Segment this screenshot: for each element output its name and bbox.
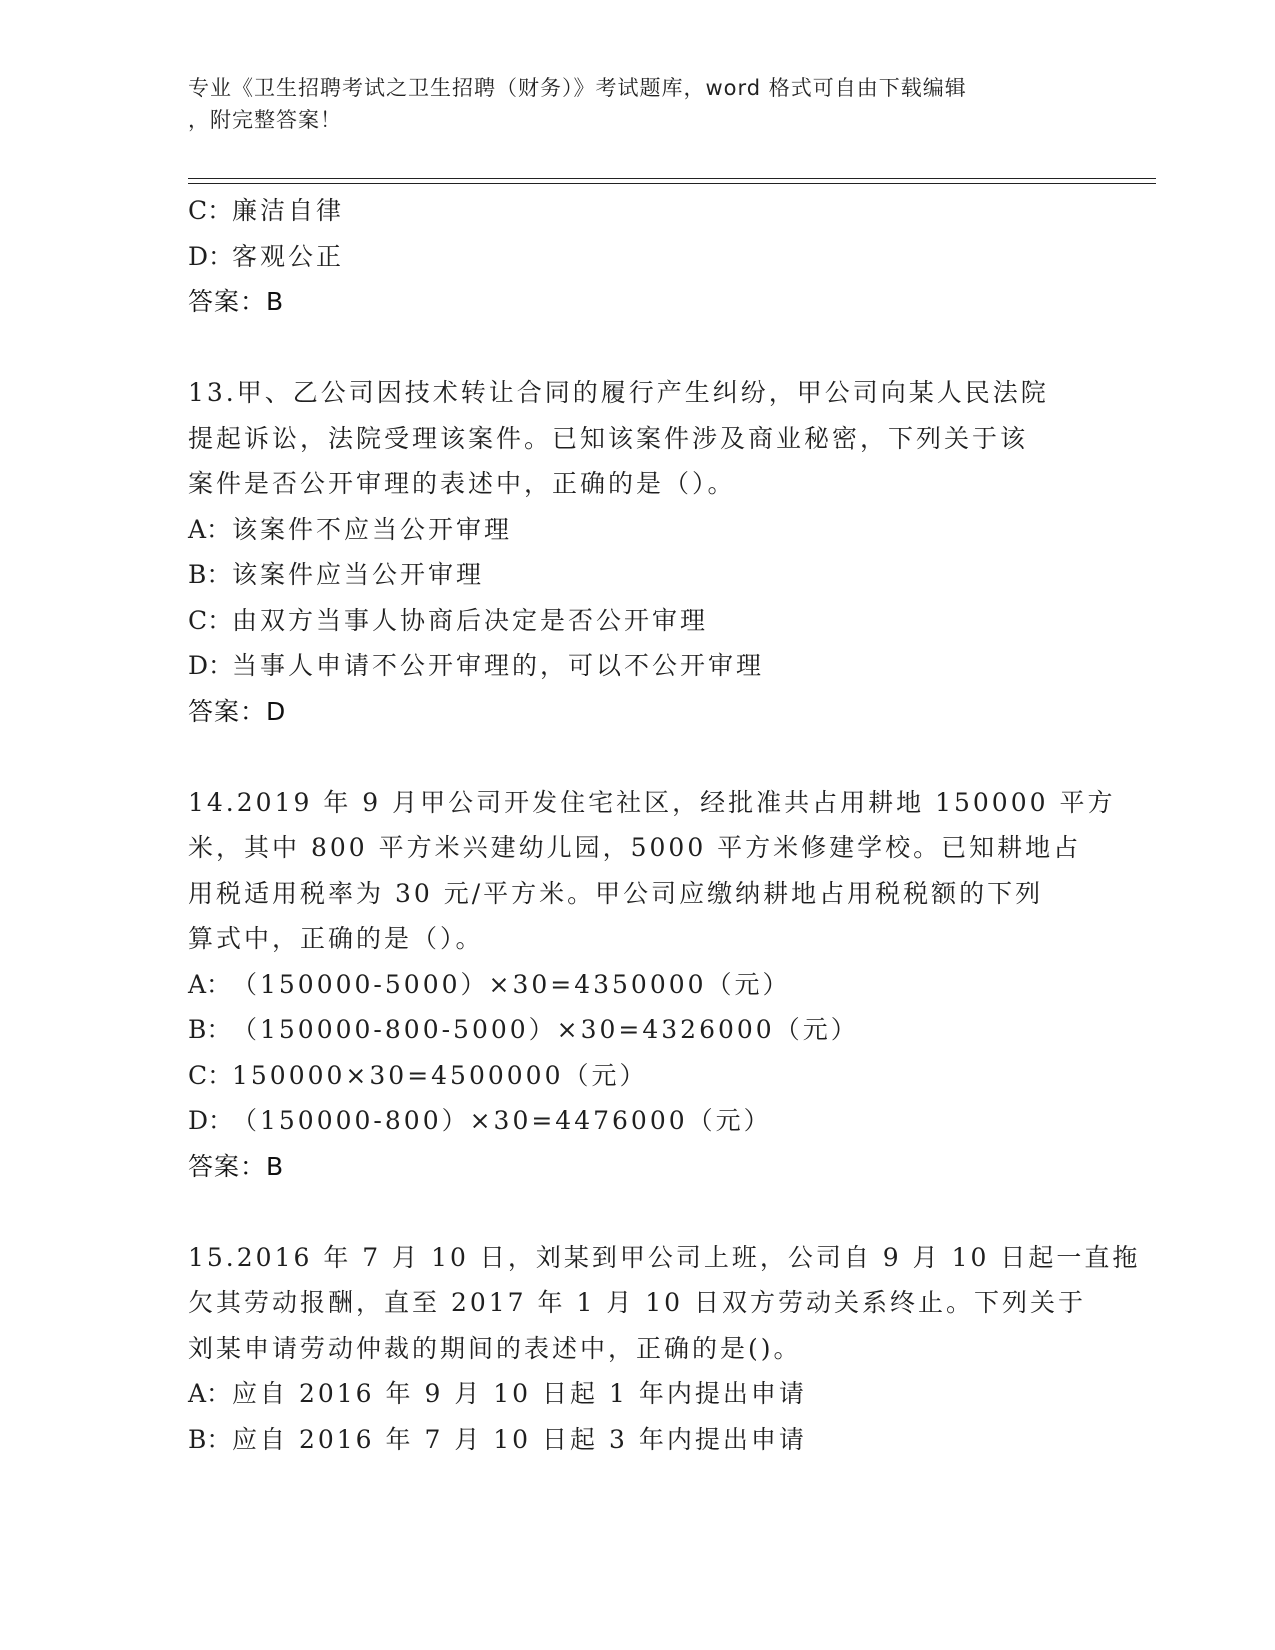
option-key: B：	[188, 1015, 232, 1044]
header-line-2: ，附完整答案！	[188, 108, 342, 132]
question-stem-line: 算式中，正确的是（）。	[188, 924, 484, 953]
option-c	[188, 188, 1088, 234]
option-d	[188, 1098, 1088, 1144]
option-b	[188, 552, 1088, 598]
answer-line: 答案：B	[188, 287, 285, 316]
question-stem-line: 米，其中 800 平方米兴建幼儿园，5000 平方米修建学校。已知耕地占	[188, 833, 1082, 862]
spacer	[188, 1189, 1088, 1235]
option-key: A：	[188, 969, 232, 999]
option-text: 由双方当事人协商后决定是否公开审理	[232, 605, 709, 635]
prev-question-options	[188, 188, 1088, 325]
option-key: A：	[188, 1379, 232, 1408]
option-c	[188, 598, 1088, 644]
header-divider	[188, 178, 1156, 184]
question-stem-line: 14.2019 年 9 月甲公司开发住宅社区，经批准共占用耕地 150000 平方	[188, 787, 1116, 817]
option-key: B：	[188, 1424, 232, 1454]
option-b	[188, 1007, 1088, 1053]
option-key: D：	[188, 241, 234, 271]
question-stem-line: 15.2016 年 7 月 10 日，刘某到甲公司上班，公司自 9 月 10 日起一直拖	[188, 1242, 1141, 1272]
option-text: 应自 2016 年 9 月 10 日起 1 年内提出申请	[232, 1379, 807, 1408]
option-a	[188, 1371, 1088, 1417]
question-14	[188, 780, 1116, 1190]
option-key: C：	[188, 605, 233, 635]
answer-line: 答案：D	[188, 696, 287, 726]
answer-line: 答案：B	[188, 1151, 285, 1181]
spacer	[188, 734, 1088, 780]
option-d	[188, 643, 1088, 689]
question-stem-line: 提起诉讼，法院受理该案件。已知该案件涉及商业秘密，下列关于该	[188, 423, 1029, 453]
question-15	[188, 1235, 1141, 1463]
page-header	[188, 72, 1088, 136]
option-key: D：	[188, 1106, 234, 1135]
option-text: 应自 2016 年 7 月 10 日起 3 年内提出申请	[232, 1424, 807, 1454]
option-text: 150000×30=4500000（元）	[232, 1060, 648, 1090]
option-text: 该案件应当公开审理	[232, 560, 485, 589]
header-line-1: 专业《卫生招聘考试之卫生招聘（财务）》考试题库，word 格式可自由下载编辑	[188, 76, 967, 100]
option-d	[188, 234, 1088, 280]
option-a	[188, 962, 1088, 1008]
option-text: 廉洁自律	[232, 196, 345, 225]
question-stem-line: 刘某申请劳动仲裁的期间的表述中，正确的是()。	[188, 1333, 802, 1363]
option-key: A：	[188, 514, 232, 544]
option-a	[188, 507, 1088, 553]
question-stem-line: 欠其劳动报酬，直至 2017 年 1 月 10 日双方劳动关系终止。下列关于	[188, 1288, 1087, 1317]
option-key: D：	[188, 651, 234, 680]
option-text: 当事人申请不公开审理的，可以不公开审理	[232, 651, 765, 680]
question-13	[188, 370, 1088, 734]
question-content	[188, 188, 1141, 1462]
question-stem-line: 案件是否公开审理的表述中，正确的是（）。	[188, 469, 736, 498]
option-key: C：	[188, 196, 233, 225]
option-text: （150000-800）×30=4476000（元）	[232, 1106, 772, 1135]
option-b	[188, 1417, 1088, 1463]
option-text: 客观公正	[232, 241, 345, 271]
spacer	[188, 325, 1088, 371]
option-key: C：	[188, 1060, 233, 1090]
option-text: （150000-800-5000）×30=4326000（元）	[232, 1015, 859, 1044]
question-stem-line: 用税适用税率为 30 元/平方米。甲公司应缴纳耕地占用税税额的下列	[188, 878, 1044, 908]
question-stem-line: 13.甲、乙公司因技术转让合同的履行产生纠纷，甲公司向某人民法院	[188, 378, 1049, 407]
option-text: （150000-5000）×30=4350000（元）	[232, 969, 791, 999]
option-text: 该案件不应当公开审理	[232, 514, 513, 544]
option-c	[188, 1053, 1088, 1099]
option-key: B：	[188, 560, 232, 589]
